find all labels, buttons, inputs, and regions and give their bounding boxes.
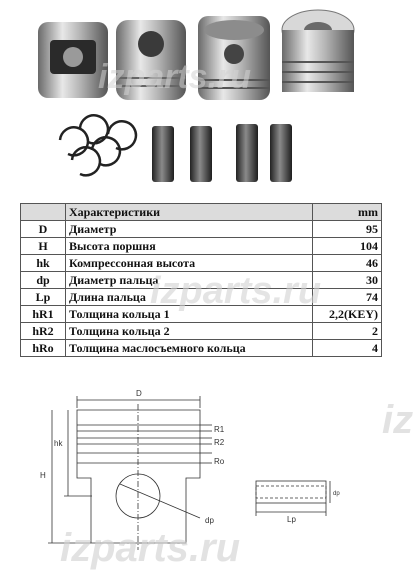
- cell-value: 104: [313, 238, 382, 255]
- spec-table: [20, 203, 382, 357]
- cell-symbol: dp: [21, 272, 66, 289]
- cell-name: Компрессонная высота: [66, 255, 313, 272]
- table-header-row: [21, 204, 382, 221]
- piston-2: [116, 20, 186, 100]
- circlips: [60, 115, 136, 175]
- cell-symbol: H: [21, 238, 66, 255]
- table-row: [21, 255, 382, 272]
- watermark-top: izparts.ru: [98, 58, 252, 96]
- cell-symbol: Lp: [21, 289, 66, 306]
- watermark-bottom: izparts.ru: [60, 526, 241, 570]
- cell-value: 46: [313, 255, 382, 272]
- piston-1: [38, 22, 108, 98]
- label-R1: R1: [214, 425, 225, 434]
- table-row: [21, 323, 382, 340]
- cell-name: Диаметр: [66, 221, 313, 238]
- watermark-side: iz: [382, 398, 413, 442]
- piston-3: [198, 16, 270, 100]
- label-dp: dp: [205, 516, 214, 525]
- cell-name: Толщина кольца 2: [66, 323, 313, 340]
- table-row: [21, 340, 382, 357]
- cell-name: Толщина кольца 1: [66, 306, 313, 323]
- cell-value: 4: [313, 340, 382, 357]
- label-Lp: Lp: [287, 515, 296, 524]
- technical-drawing: [0, 378, 413, 570]
- cell-name: Толщина маслосъемного кольца: [66, 340, 313, 357]
- label-hk: hk: [54, 439, 63, 448]
- cell-value: 2: [313, 323, 382, 340]
- cell-name: Диаметр пальца: [66, 272, 313, 289]
- pistons-photo: [20, 0, 395, 200]
- label-R2: R2: [214, 438, 225, 447]
- piston-pins: [152, 124, 292, 182]
- product-photo: [20, 0, 395, 200]
- watermark-middle: izparts.ru: [150, 270, 322, 312]
- table-row: [21, 289, 382, 306]
- table-row: [21, 238, 382, 255]
- cell-symbol: hk: [21, 255, 66, 272]
- label-Ro: Ro: [214, 457, 225, 466]
- cell-value: 74: [313, 289, 382, 306]
- label-H: H: [40, 471, 46, 480]
- cell-value: 95: [313, 221, 382, 238]
- header-name: Характеристики: [66, 204, 313, 221]
- cell-symbol: D: [21, 221, 66, 238]
- cell-name: Высота поршня: [66, 238, 313, 255]
- table-row: [21, 306, 382, 323]
- cell-name: Длина пальца: [66, 289, 313, 306]
- header-value: mm: [313, 204, 382, 221]
- label-dp-small: dp: [333, 491, 340, 497]
- cell-symbol: hRo: [21, 340, 66, 357]
- header-symbol: [21, 204, 66, 221]
- cell-value: 2,2(KEY): [313, 306, 382, 323]
- cell-symbol: hR2: [21, 323, 66, 340]
- cell-symbol: hR1: [21, 306, 66, 323]
- label-D: D: [136, 389, 142, 398]
- cell-value: 30: [313, 272, 382, 289]
- piston-diagram: [0, 378, 400, 565]
- table-row: [21, 221, 382, 238]
- piston-4: [282, 10, 354, 92]
- table-row: [21, 272, 382, 289]
